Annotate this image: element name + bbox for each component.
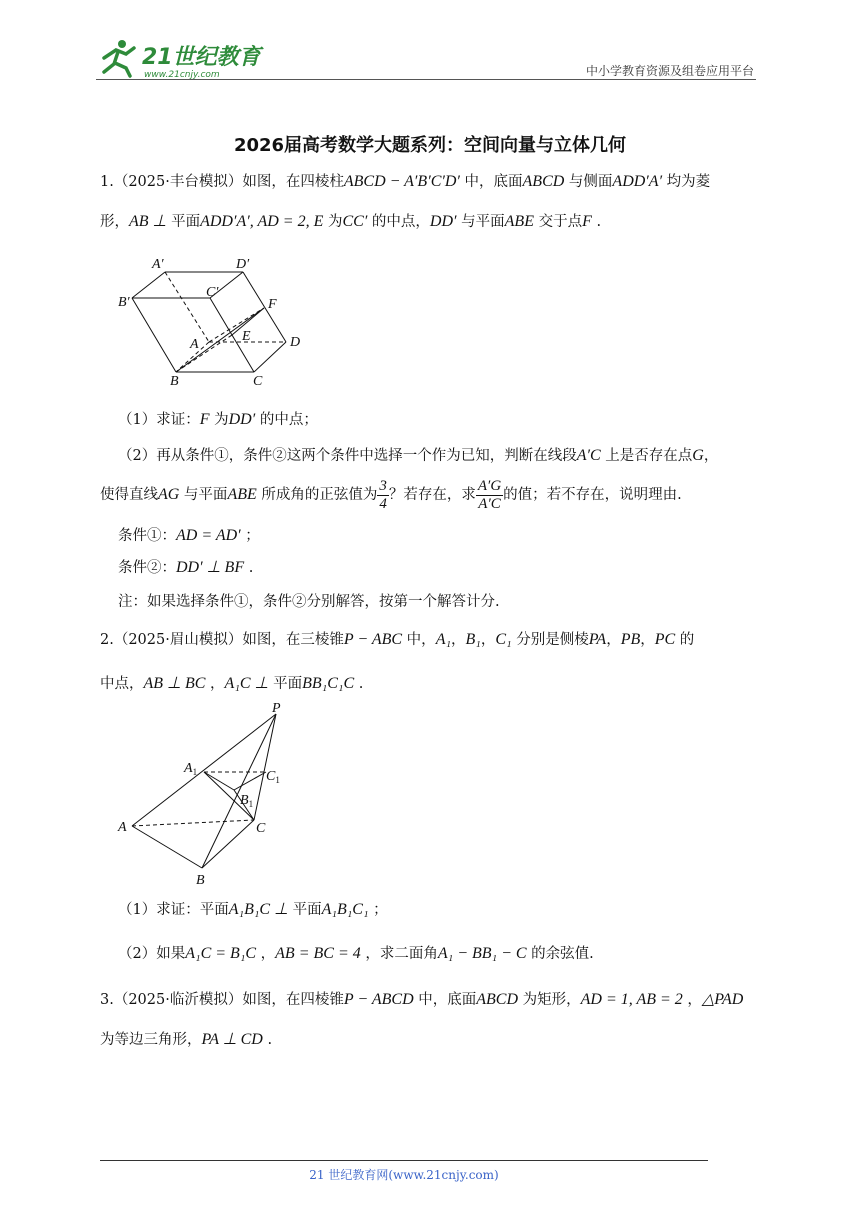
- math: ABCD − A′B′C′D′: [343, 173, 460, 190]
- numerator: A′G: [477, 477, 502, 494]
- problem1-condition2: [118, 558, 253, 578]
- problem1-note: 注：如果选择条件①，条件②分别解答，按第一个解答计分.: [118, 594, 500, 610]
- label-subscript: 1: [275, 775, 280, 785]
- text: ，: [640, 632, 655, 648]
- text: 与平面: [179, 487, 228, 503]
- math: CC′: [342, 213, 368, 230]
- text: 与侧面: [564, 174, 613, 190]
- math: A₁: [435, 631, 452, 648]
- math: BB₁C₁C: [302, 675, 355, 692]
- math: C₁: [495, 631, 512, 648]
- math: ABE: [504, 213, 534, 230]
- text: （2）如果: [118, 946, 186, 962]
- text: 中点，: [100, 676, 144, 692]
- fraction-ratio: [476, 478, 503, 513]
- numerator: 3: [379, 477, 387, 494]
- label-D1: D′: [236, 257, 250, 272]
- text: 条件②：: [118, 560, 176, 576]
- label-A: A: [118, 820, 127, 835]
- text: .: [591, 214, 602, 230]
- text: ；: [368, 902, 388, 918]
- figure-pyramid: [114, 700, 294, 890]
- text: 中，: [402, 632, 436, 648]
- header-divider: [96, 79, 756, 80]
- text: 形，: [100, 214, 129, 230]
- text: .: [354, 676, 364, 692]
- footer-link[interactable]: 21 世纪教育网(www.21cnjy.com): [309, 1168, 499, 1182]
- problem3-line1: [100, 990, 743, 1010]
- math: ADD′A′, AD = 2, E: [200, 213, 324, 230]
- site-logo: [96, 36, 266, 80]
- label-C: C: [253, 374, 263, 389]
- label-letter: C: [266, 769, 276, 784]
- text: 条件①：: [118, 528, 176, 544]
- math: ABCD: [476, 991, 519, 1008]
- label-letter: B: [240, 793, 249, 808]
- text: （2）再从条件①，条件②这两个条件中选择一个作为已知，判断在线段: [118, 448, 577, 464]
- math: PA ⊥ CD: [201, 1031, 263, 1048]
- logo-url: www.21cnjy.com: [144, 70, 220, 80]
- problem2-q2: [118, 944, 594, 964]
- text: （1）求证：平面: [118, 902, 229, 918]
- label-B1: [240, 793, 253, 809]
- denominator: A′C: [478, 495, 501, 512]
- text: 的中点；: [255, 412, 318, 428]
- math: AD = 1, AB = 2: [580, 991, 683, 1008]
- text: 交于点: [533, 214, 583, 230]
- text: 的余弦值.: [526, 946, 594, 962]
- problem1-q2-line1: [118, 446, 718, 466]
- math: A′C: [576, 447, 601, 464]
- runner-logo-icon: [104, 40, 134, 76]
- math: PA: [588, 631, 607, 648]
- label-letter: A: [184, 761, 193, 776]
- problem1-q1: [118, 410, 318, 430]
- label-C1: [266, 769, 280, 785]
- label-D: D: [290, 335, 301, 350]
- math: DD′: [228, 411, 256, 428]
- math: ABCD: [522, 173, 565, 190]
- label-B1: B′: [118, 295, 130, 310]
- math: ADD′A′: [612, 173, 663, 190]
- text: 与平面: [456, 214, 505, 230]
- footer-divider: [100, 1160, 708, 1161]
- label-P: P: [272, 701, 281, 716]
- math: A₁B₁C ⊥: [228, 901, 289, 918]
- problem2-q1: [118, 900, 388, 920]
- label-subscript: 1: [192, 767, 198, 777]
- fraction-three-quarters: [377, 478, 389, 513]
- math: A₁B₁C₁: [321, 901, 369, 918]
- label-C1: C′: [206, 285, 219, 300]
- label-E: E: [242, 329, 251, 344]
- text: 所成角的正弦值为: [256, 487, 378, 503]
- text: 为: [323, 214, 343, 230]
- label-A: A: [190, 337, 199, 352]
- math: AB ⊥ BC: [143, 675, 206, 692]
- text: 分别是侧棱: [511, 632, 589, 648]
- text: 为等边三角形，: [100, 1032, 202, 1048]
- label-subscript: 1: [248, 799, 254, 809]
- text: 平面: [166, 214, 201, 230]
- problem3-line2: [100, 1030, 272, 1050]
- text: 上是否存在点: [600, 448, 693, 464]
- text: 1.（2025·丰台模拟）如图，在四棱柱: [100, 174, 344, 190]
- label-B: B: [196, 873, 205, 888]
- math: A₁C ⊥: [224, 675, 269, 692]
- math: G: [692, 447, 704, 464]
- label-A1: [183, 761, 197, 777]
- text: 3.（2025·临沂模拟）如图，在四棱锥: [100, 992, 344, 1008]
- math: ABE: [227, 486, 257, 503]
- math: P − ABC: [343, 631, 403, 648]
- math: DD′ ⊥ BF: [176, 559, 245, 576]
- text: ，: [205, 676, 225, 692]
- text: 的: [675, 632, 695, 648]
- math: P − ABCD: [343, 991, 414, 1008]
- text: 的中点，: [367, 214, 430, 230]
- text: 中，底面: [413, 992, 477, 1008]
- problem1-line1: [100, 172, 710, 192]
- math: DD′: [429, 213, 457, 230]
- math: B₁: [465, 631, 481, 648]
- math: PB: [620, 631, 641, 648]
- problem2-line1: [100, 630, 694, 650]
- problem2-line2: [100, 674, 363, 694]
- math: PC: [654, 631, 676, 648]
- logo-text: 21世纪教育: [142, 45, 261, 70]
- text: （1）求证：: [118, 412, 200, 428]
- denominator: 4: [379, 495, 387, 512]
- text: ，: [703, 448, 719, 464]
- text: ，: [256, 946, 276, 962]
- label-B: B: [170, 374, 179, 389]
- text: ，: [480, 632, 496, 648]
- text: ，: [682, 992, 702, 1008]
- math: F: [199, 411, 210, 428]
- math: AD = AD′: [176, 527, 241, 544]
- math: AB ⊥: [129, 213, 167, 230]
- problem1-condition1: [118, 526, 260, 546]
- page-title: 2026届高考数学大题系列：空间向量与立体几何: [233, 135, 627, 156]
- text: 为: [209, 412, 229, 428]
- label-C: C: [256, 821, 266, 836]
- text: .: [244, 560, 254, 576]
- math: AG: [158, 486, 180, 503]
- text: 平面: [268, 676, 303, 692]
- text: 为矩形，: [518, 992, 581, 1008]
- text: 平面: [288, 902, 322, 918]
- header-platform-text: 中小学教育资源及组卷应用平台: [585, 64, 754, 78]
- text: ，求二面角: [360, 946, 438, 962]
- text: ？若存在，求: [388, 487, 476, 503]
- label-A1: A′: [152, 257, 164, 272]
- math: F: [582, 213, 592, 230]
- text: .: [262, 1032, 273, 1048]
- text: 使得直线: [100, 487, 158, 503]
- math: A₁C = B₁C: [185, 945, 257, 962]
- math: AB = BC = 4: [275, 945, 361, 962]
- text: ，: [451, 632, 466, 648]
- math: A₁ − BB₁ − C: [437, 945, 527, 962]
- problem1-line2: [100, 212, 601, 232]
- text: 中，底面: [459, 174, 523, 190]
- figure-prism: [110, 250, 310, 390]
- label-F: F: [268, 297, 277, 312]
- text: 的值；若不存在，说明理由.: [503, 487, 682, 503]
- problem1-q2-line2: [100, 475, 682, 515]
- text: ；: [240, 528, 260, 544]
- math: △PAD: [701, 991, 744, 1008]
- text: 均为菱: [662, 174, 711, 190]
- text: ，: [606, 632, 621, 648]
- text: 2.（2025·眉山模拟）如图，在三棱锥: [100, 632, 344, 648]
